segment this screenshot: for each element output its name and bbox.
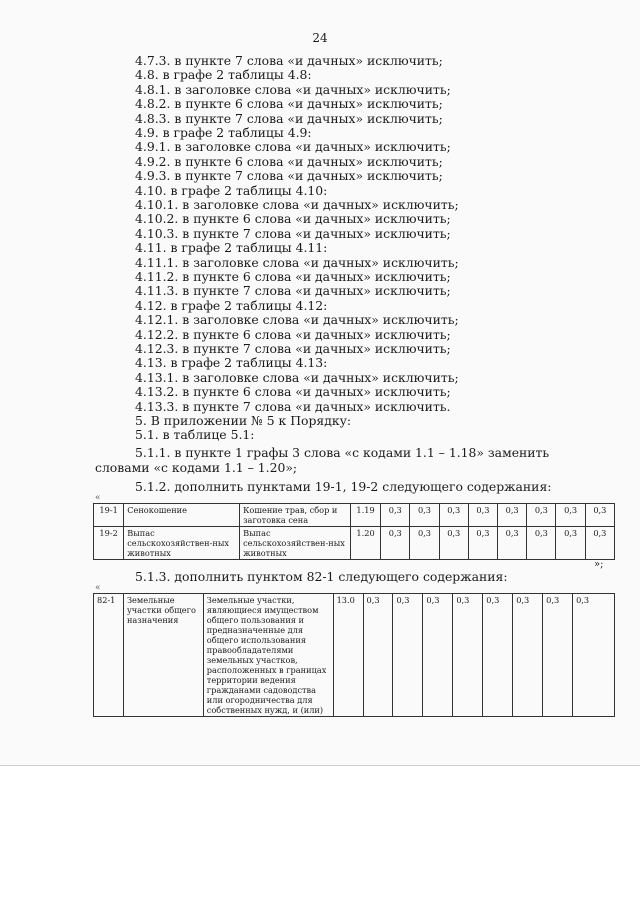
row-code: 82-1: [94, 594, 124, 717]
amendment-line: 4.11.1. в заголовке слова «и дачных» исключить;: [135, 254, 459, 270]
amendment-line: 4.11. в графе 2 таблицы 4.11:: [135, 240, 328, 256]
row-value: 0,3: [543, 594, 573, 717]
row-value: 0,3: [393, 594, 423, 717]
quote-close: »;: [594, 559, 604, 570]
table-row: [94, 594, 615, 717]
amendment-line: 4.8. в графе 2 таблицы 4.8:: [135, 67, 312, 83]
amendment-line: 4.12.3. в пункте 7 слова «и дачных» исключить;: [135, 341, 451, 356]
paragraph-5-1-1: 5.1.1. в пункте 1 графы 3 слова «с кодами 1.1 – 1.18» заменить словами «с кодами 1.1 – 1.20»;: [95, 445, 550, 475]
row-value: 0,3: [468, 527, 497, 560]
row-value: 0,3: [410, 527, 439, 560]
amendment-line: 4.10.3. в пункте 7 слова «и дачных» исключить;: [135, 225, 451, 241]
amendment-line: 4.11.3. в пункте 7 слова «и дачных» исключить;: [135, 283, 451, 299]
amendment-line: 4.9.2. в пункте 6 слова «и дачных» исключить;: [135, 153, 443, 169]
amendment-line: 5. В приложении № 5 к Порядку:: [135, 413, 352, 428]
row-code-range: 1.19: [350, 504, 380, 527]
quote-open-2: «: [95, 583, 101, 593]
row-code: 19-1: [94, 504, 124, 527]
row-value: 0,3: [453, 594, 483, 717]
row-value: 0,3: [381, 527, 410, 560]
table-5-1-row-82-1: [93, 593, 615, 717]
row-value: 0,3: [381, 504, 410, 527]
amendment-line: 4.9. в графе 2 таблицы 4.9:: [135, 125, 312, 140]
row-value: 0,3: [513, 594, 543, 717]
row-description: Выпас сельскохозяйствен-ных животных: [240, 527, 351, 560]
amendment-line: 4.12.1. в заголовке слова «и дачных» исключить;: [135, 312, 459, 328]
table-row: [94, 527, 615, 560]
row-value: 0,3: [527, 504, 556, 527]
amendment-line: 4.10.2. в пункте 6 слова «и дачных» исключить;: [135, 211, 451, 227]
row-value: 0,3: [585, 504, 614, 527]
amendment-line: 4.7.3. в пункте 7 слова «и дачных» исключить;: [135, 53, 443, 68]
row-name: Сенокошение: [124, 504, 240, 527]
paragraph-5-1-3: 5.1.3. дополнить пунктом 82-1 следующего содержания:: [135, 569, 508, 584]
row-name: Выпас сельскохозяйствен-ных животных: [124, 527, 240, 560]
amendment-line: 4.9.3. в пункте 7 слова «и дачных» исключить;: [135, 168, 443, 184]
row-value: 0,3: [410, 504, 439, 527]
amendment-line: 4.8.2. в пункте 6 слова «и дачных» исключить;: [135, 96, 443, 112]
row-value: 0,3: [556, 504, 585, 527]
row-code-range: 1.20: [350, 527, 380, 560]
row-value: 0,3: [468, 504, 497, 527]
row-value: 0,3: [573, 594, 615, 717]
row-value: 0,3: [498, 527, 527, 560]
amendment-line: 4.9.1. в заголовке слова «и дачных» исключить;: [135, 139, 451, 155]
amendment-line: 4.11.2. в пункте 6 слова «и дачных» исключить;: [135, 269, 451, 284]
table-5-1-rows-19: [93, 503, 615, 560]
row-value: 0,3: [556, 527, 585, 560]
amendment-line: 4.13. в графе 2 таблицы 4.13:: [135, 355, 328, 371]
amendment-line: 4.13.1. в заголовке слова «и дачных» исключить;: [135, 369, 459, 385]
amendment-line: 4.13.3. в пункте 7 слова «и дачных» исключить.: [135, 398, 451, 414]
row-name: Земельные участки общего назначения: [123, 594, 203, 717]
row-value: 0,3: [483, 594, 513, 717]
page-number: 24: [312, 31, 328, 45]
amendment-line: 4.12. в графе 2 таблицы 4.12:: [135, 297, 328, 313]
amendment-line: 5.1. в таблице 5.1:: [135, 427, 255, 443]
amendment-line: 4.8.1. в заголовке слова «и дачных» исключить;: [135, 81, 451, 97]
amendment-line: 4.13.2. в пункте 6 слова «и дачных» исключить;: [135, 384, 451, 400]
row-code-range: 13.0: [333, 594, 363, 717]
row-code: 19-2: [94, 527, 124, 560]
quote-open: «: [95, 493, 101, 503]
amendment-line: 4.10. в графе 2 таблицы 4.10:: [135, 182, 328, 198]
amendment-line: 4.12.2. в пункте 6 слова «и дачных» исключить;: [135, 326, 451, 342]
row-value: 0,3: [439, 504, 468, 527]
row-description: Кошение трав, сбор и заготовка сена: [240, 504, 351, 527]
row-value: 0,3: [498, 504, 527, 527]
row-value: 0,3: [363, 594, 393, 717]
row-value: 0,3: [527, 527, 556, 560]
row-description: Земельные участки, являющиеся имуществом общего пользования и предназначенные для общего использования правообладателями земельных участков, расположенных в границах территории ведения гражданами садоводства или огородничества для собственных нужд, и (или): [203, 594, 333, 717]
amendment-line: 4.8.3. в пункте 7 слова «и дачных» исключить;: [135, 110, 443, 126]
row-value: 0,3: [439, 527, 468, 560]
row-value: 0,3: [423, 594, 453, 717]
amendment-line: 4.10.1. в заголовке слова «и дачных» исключить;: [135, 197, 459, 212]
table-row: [94, 504, 615, 527]
paragraph-5-1-2: 5.1.2. дополнить пунктами 19-1, 19-2 следующего содержания:: [135, 479, 552, 494]
row-value: 0,3: [585, 527, 614, 560]
